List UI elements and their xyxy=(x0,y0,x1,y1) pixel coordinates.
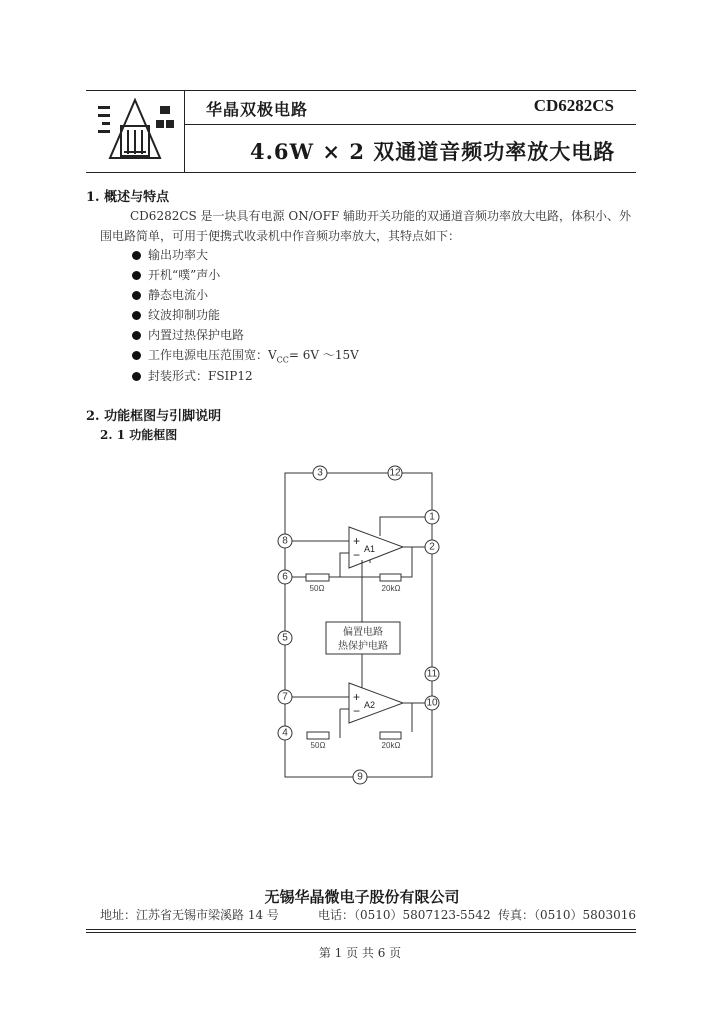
resistor-50-label: 50Ω xyxy=(310,741,326,750)
page-number: 第 1 页 共 6 页 xyxy=(318,946,402,960)
resistor-20k-2 xyxy=(380,732,401,739)
pin-label: 9 xyxy=(357,771,363,783)
pin-label: 10 xyxy=(426,697,438,709)
logo-text: 华晶 xyxy=(135,120,137,121)
ic-outline xyxy=(285,473,432,777)
section2-subheading: 2. 1 功能框图 xyxy=(100,428,178,442)
resistor-20k-label: 20kΩ xyxy=(381,584,401,593)
header-middle-rule xyxy=(184,124,636,125)
pin-label: 3 xyxy=(317,467,323,479)
resistor-20k-label: 20kΩ xyxy=(381,741,401,750)
feature-item: 开机“噗”声小 xyxy=(148,268,221,282)
bullet-icon xyxy=(132,251,141,260)
intro-line-1: CD6282CS 是一块具有电源 ON/OFF 辅助开关功能的双通道音频功率放大电路，体积小、外 xyxy=(130,209,632,223)
feature-item: 静态电流小 xyxy=(148,288,209,302)
header-divider xyxy=(184,90,185,172)
header-top-rule xyxy=(86,90,636,91)
pin-label: 11 xyxy=(426,668,438,680)
section1-heading: 1. 概述与特点 xyxy=(86,190,170,205)
feature-item: 纹波抑制功能 xyxy=(148,308,221,322)
feature-item: 输出功率大 xyxy=(148,248,209,262)
bias-text-2: 热保护电路 xyxy=(338,641,388,652)
amp1-minus: − xyxy=(353,548,361,562)
resistor-50-label: 50Ω xyxy=(309,584,325,593)
bias-text-1: 偏置电路 xyxy=(343,627,383,638)
pin-label: 12 xyxy=(389,467,401,479)
pin-label: 7 xyxy=(282,691,288,703)
bullet-icon xyxy=(132,291,141,300)
section2-heading: 2. 功能框图与引脚说明 xyxy=(86,409,222,424)
amp2-label: A2 xyxy=(364,700,376,710)
vcc-subscript: CC xyxy=(276,355,289,365)
footer-company: 无锡华晶微电子股份有限公司 xyxy=(264,888,460,906)
intro-line-2: 围电路简单，可用于便携式收录机中作音频功率放大，其特点如下： xyxy=(100,229,461,243)
bullet-icon xyxy=(132,311,141,320)
footer-phone: 电话：（0510）5807123-5542 xyxy=(318,908,491,922)
footer-rule-1 xyxy=(86,929,636,930)
bullet-icon xyxy=(132,271,141,280)
pin-label: 4 xyxy=(282,727,288,739)
part-number: CD6282CS xyxy=(533,96,614,115)
bullet-icon xyxy=(132,351,141,360)
feature-item-voltage xyxy=(148,347,359,363)
footer-rule-2 xyxy=(86,932,636,933)
block-diagram xyxy=(270,460,450,790)
amp1-plus: + xyxy=(353,534,361,548)
header-bottom-rule xyxy=(86,172,636,173)
document-title: 4.6W × 2 双通道音频功率放大电路 xyxy=(250,139,616,164)
pin-label: 5 xyxy=(282,632,288,644)
voltage-label: 工作电源电压范围宽：V xyxy=(148,348,277,362)
bullet-icon xyxy=(132,331,141,340)
amp1-label: A1 xyxy=(364,544,376,554)
pin-label: 8 xyxy=(282,535,288,547)
bullet-icon xyxy=(132,372,141,381)
resistor-50-1 xyxy=(306,574,329,581)
footer-fax: 传真：（0510）5803016 xyxy=(498,908,636,922)
pin-label: 2 xyxy=(429,541,435,553)
resistor-50-2 xyxy=(307,732,329,739)
pin-label: 1 xyxy=(429,511,435,523)
feature-item: 封装形式：FSIP12 xyxy=(148,369,253,383)
feature-item: 内置过热保护电路 xyxy=(148,328,245,342)
amp2-plus: + xyxy=(353,690,361,704)
amp2-minus: − xyxy=(353,704,361,718)
voltage-range: = 6V ～15V xyxy=(288,348,359,362)
company-name: 华晶双极电路 xyxy=(206,100,309,119)
resistor-20k-1 xyxy=(380,574,401,581)
footer-address: 地址：江苏省无锡市梁溪路 14 号 xyxy=(100,908,279,922)
company-logo xyxy=(92,96,178,166)
pin-label: 6 xyxy=(282,571,288,583)
